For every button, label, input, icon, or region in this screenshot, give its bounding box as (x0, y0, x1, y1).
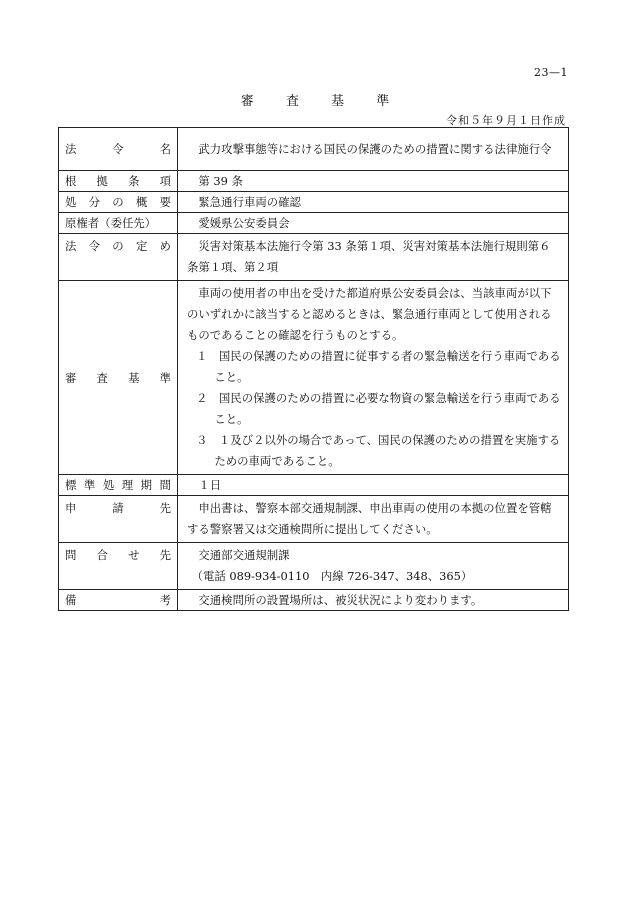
contact-phone: （電話 089-934-0110 内線 726-347、348、365） (191, 569, 473, 583)
criteria-item: １ 国民の保護のための措置に従事する者の緊急輸送を行う車両であること。 (196, 349, 561, 384)
table-row (59, 496, 569, 543)
contact-name: 交通部交通規制課 (198, 548, 290, 562)
document-number: 23—1 (534, 66, 568, 79)
table-row (59, 543, 569, 590)
criteria-intro: 車両の使用者の申出を受けた都道府県公安委員会は、当該車両が以下のいずれかに該当すると認めるときは、緊急通行車両として使用されるものであることの確認を行うものとする。 (187, 286, 552, 342)
row-value: 武力攻撃事態等における国民の保護のための措置に関する法律施行令 (178, 128, 569, 171)
row-label: 申請先 (59, 496, 178, 543)
table-row (59, 128, 569, 171)
table-row (59, 590, 569, 611)
criteria-table (58, 127, 569, 611)
row-value: 災害対策基本法施行令第 33 条第１項、災害対策基本法施行規則第６条第１項、第２項 (178, 234, 569, 281)
row-value (178, 543, 569, 590)
table-row (59, 192, 569, 213)
document-title: 審 査 基 準 (240, 94, 404, 109)
table-row (59, 281, 569, 475)
table-row (59, 213, 569, 234)
table-row (59, 234, 569, 281)
row-label: 法令の定め (59, 234, 178, 281)
row-label: 法令名 (59, 128, 178, 171)
row-value: 緊急通行車両の確認 (178, 192, 569, 213)
row-value: 交通検問所の設置場所は、被災状況により変わります。 (178, 590, 569, 611)
row-label: 標準処理期間 (59, 475, 178, 496)
table-row (59, 171, 569, 192)
table-row (59, 475, 569, 496)
row-value (178, 281, 569, 475)
row-label: 問合せ先 (59, 543, 178, 590)
row-value: 第 39 条 (178, 171, 569, 192)
row-value: 愛媛県公安委員会 (178, 213, 569, 234)
creation-date: 令和５年９月１日作成 (446, 114, 566, 127)
row-label: 処分の概要 (59, 192, 178, 213)
row-label: 根拠条項 (59, 171, 178, 192)
row-label: 原権者（委任先） (59, 213, 178, 234)
criteria-item: ２ 国民の保護のための措置に必要な物資の緊急輸送を行う車両であること。 (196, 391, 561, 426)
criteria-item: ３ １及び２以外の場合であって、国民の保護のための措置を実施するための車両であること。 (196, 433, 561, 468)
row-value: 申出書は、警察本部交通規制課、申出車両の使用の本拠の位置を管轄する警察署又は交通検問所に提出してください。 (178, 496, 569, 543)
row-value: １日 (178, 475, 569, 496)
row-label: 備考 (59, 590, 178, 611)
row-label: 審査基準 (59, 281, 178, 475)
